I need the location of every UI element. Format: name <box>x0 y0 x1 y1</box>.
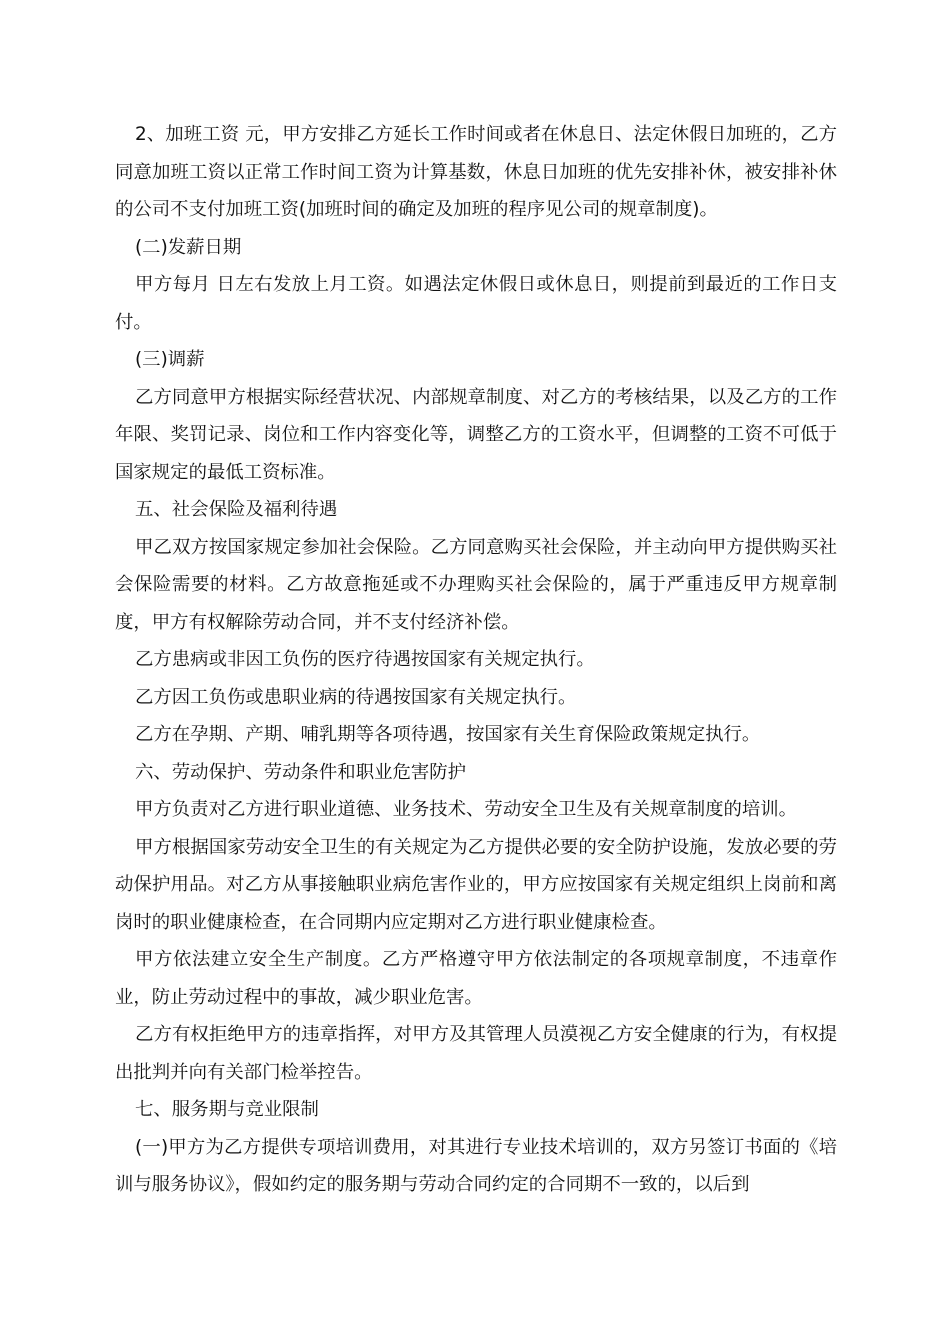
paragraph-overtime-pay: 2、加班工资 元，甲方安排乙方延长工作时间或者在休息日、法定休假日加班的，乙方同意加班工资以正常工作时间工资为计算基数，休息日加班的优先安排补休，被安排补休的公司不支付加班工资(加班时间的确定及加班的程序见公司的规章制度)。 <box>115 124 837 220</box>
paragraph-pay-date: 甲方每月 日左右发放上月工资。如遇法定休假日或休息日，则提前到最近的工作日支付。 <box>115 274 837 333</box>
paragraph-medical-treatment: 乙方患病或非因工负伤的医疗待遇按国家有关规定执行。 <box>135 649 595 670</box>
heading-labor-protection: 六、劳动保护、劳动条件和职业危害防护 <box>135 761 467 783</box>
paragraph-safety-facilities: 甲方根据国家劳动安全卫生的有关规定为乙方提供必要的安全防护设施，发放必要的劳动保护用品。对乙方从事接触职业病危害作业的，甲方应按国家有关规定组织上岗前和离岗时的职业健康检查，在合同期内应定期对乙方进行职业健康检查。 <box>115 836 837 933</box>
paragraph-maternity: 乙方在孕期、产期、哺乳期等各项待遇，按国家有关生育保险政策规定执行。 <box>135 724 761 745</box>
document-body <box>115 116 837 1204</box>
heading-service-period: 七、服务期与竞业限制 <box>135 1099 319 1120</box>
heading-salary-adjustment: (三)调薪 <box>135 349 205 370</box>
paragraph-training: 甲方负责对乙方进行职业道德、业务技术、劳动安全卫生及有关规章制度的培训。 <box>135 799 798 820</box>
paragraph-refusal-rights: 乙方有权拒绝甲方的违章指挥，对甲方及其管理人员漠视乙方安全健康的行为，有权提出批判并向有关部门检举控告。 <box>115 1024 837 1083</box>
paragraph-safety-system: 甲方依法建立安全生产制度。乙方严格遵守甲方依法制定的各项规章制度，不违章作业，防止劳动过程中的事故，减少职业危害。 <box>115 949 837 1008</box>
paragraph-training-agreement: (一)甲方为乙方提供专项培训费用，对其进行专业技术培训的，双方另签订书面的《培训与服务协议》，假如约定的服务期与劳动合同约定的合同期不一致的，以后到 <box>115 1136 837 1195</box>
heading-pay-date: (二)发薪日期 <box>135 236 242 258</box>
paragraph-social-insurance: 甲乙双方按国家规定参加社会保险。乙方同意购买社会保险，并主动向甲方提供购买社会保险需要的材料。乙方故意拖延或不办理购买社会保险的，属于严重违反甲方规章制度，甲方有权解除劳动合同，并不支付经济补偿。 <box>115 536 837 633</box>
paragraph-salary-adjustment: 乙方同意甲方根据实际经营状况、内部规章制度、对乙方的考核结果，以及乙方的工作年限、奖罚记录、岗位和工作内容变化等，调整乙方的工资水平，但调整的工资不可低于国家规定的最低工资标准。 <box>115 386 837 483</box>
paragraph-work-injury: 乙方因工负伤或患职业病的待遇按国家有关规定执行。 <box>135 686 577 708</box>
heading-social-insurance: 五、社会保险及福利待遇 <box>135 499 338 520</box>
